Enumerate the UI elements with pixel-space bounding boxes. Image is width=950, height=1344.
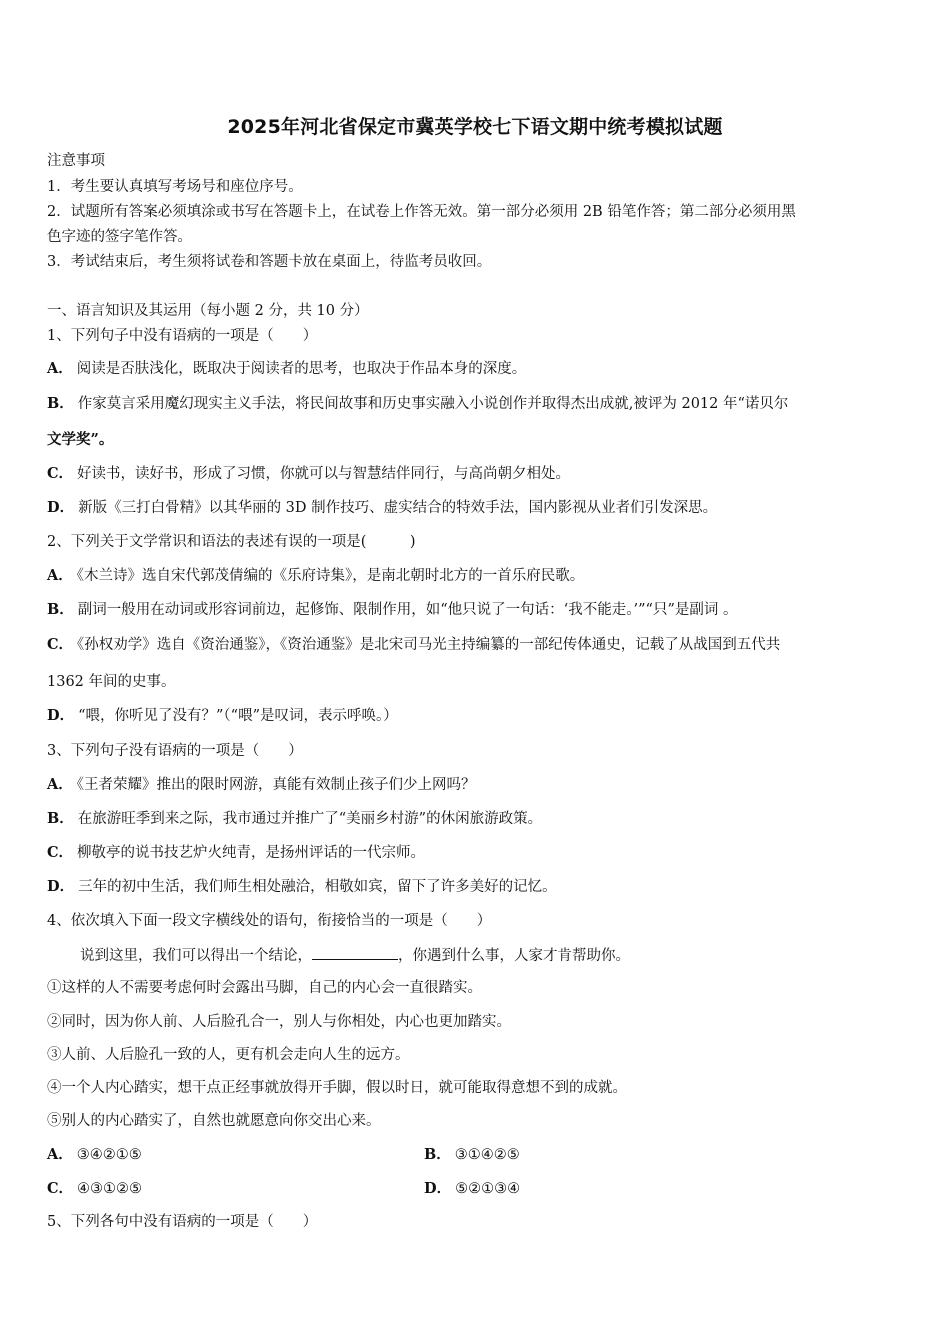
- question-2-stem: 2、下列关于文学常识和语法的表述有误的一项是( ): [47, 534, 416, 550]
- question-4-sentence-2: ②同时，因为你人前、人后脸孔合一，别人与你相处，内心也更加踏实。: [47, 1014, 511, 1030]
- option-text: 《木兰诗》选自宋代郭茂倩编的《乐府诗集》，是南北朝时北方的一首乐府民歌。: [76, 568, 585, 584]
- question-2-option-d[interactable]: [47, 706, 906, 726]
- question-5-stem: 5、下列各句中没有语病的一项是（ ）: [47, 1214, 318, 1230]
- option-text: “喂，你听见了没有？”（“喂”是叹词，表示呼唤。）: [78, 708, 398, 724]
- question-3-option-b[interactable]: [47, 809, 906, 829]
- question-1-option-d[interactable]: [47, 498, 906, 518]
- question-2-option-a[interactable]: [47, 566, 906, 586]
- question-4-option-d[interactable]: [424, 1179, 520, 1199]
- page-title: 2025年河北省保定市冀英学校七下语文期中统考模拟试题: [227, 116, 723, 138]
- option-text: 三年的初中生活，我们师生相处融洽，相敬如宾，留下了许多美好的记忆。: [78, 879, 557, 895]
- question-4-sentence-4: ④一个人内心踏实，想干点正经事就放得开手脚，假以时日，就可能取得意想不到的成就。: [47, 1080, 627, 1096]
- question-3-option-a[interactable]: [47, 775, 906, 795]
- question-3-stem: 3、下列句子没有语病的一项是（ ）: [47, 743, 303, 759]
- option-label: C．: [47, 844, 74, 861]
- option-label: A．: [47, 1146, 73, 1163]
- option-text: 在旅游旺季到来之际，我市通过并推广了“美丽乡村游”的休闲旅游政策。: [77, 811, 543, 827]
- option-text: 新版《三打白骨精》以其华丽的 3D 制作技巧、虚实结合的特效手法，国内影视从业者们引发深思。: [78, 500, 718, 516]
- question-1-stem: 1、下列句子中没有语病的一项是（ ）: [47, 328, 318, 344]
- option-label: A．: [47, 360, 73, 377]
- passage-text: ，你遇到什么事，人家才肯帮助你。: [398, 948, 630, 964]
- option-text: 好读书，读好书，形成了习惯，你就可以与智慧结伴同行，与高尚朝夕相处。: [77, 466, 571, 482]
- question-2-option-c[interactable]: [47, 635, 906, 655]
- question-3-option-c[interactable]: [47, 843, 906, 863]
- option-text: ④③①②⑤: [77, 1181, 143, 1197]
- option-label: A．: [47, 776, 73, 793]
- passage-text: 说到这里，我们可以得出一个结论，: [80, 948, 312, 964]
- option-label: C．: [47, 1180, 74, 1197]
- question-4-options-row: [47, 1179, 906, 1199]
- option-text: 《王者荣耀》推出的限时网游，真能有效制止孩子们少上网吗？: [76, 777, 476, 793]
- option-label: B．: [47, 810, 74, 827]
- option-text: ⑤②①③④: [455, 1181, 521, 1197]
- notice-item: 色字迹的签字笔作答。: [47, 229, 192, 245]
- fill-blank[interactable]: [312, 945, 398, 960]
- option-label: B．: [424, 1146, 451, 1163]
- option-label: C．: [47, 465, 74, 482]
- option-label: D．: [424, 1180, 452, 1197]
- notice-item: 2．试题所有答案必须填涂或书写在答题卡上，在试卷上作答无效。第一部分必须用 2B 铅笔作答；第二部分必须用黑: [47, 204, 796, 220]
- question-1-option-a[interactable]: [47, 359, 906, 379]
- notice-heading: 注意事项: [47, 153, 105, 169]
- question-4-options-row: [47, 1145, 906, 1165]
- option-label: B．: [47, 395, 74, 412]
- section-heading: 一、语言知识及其运用（每小题 2 分，共 10 分）: [47, 303, 369, 319]
- option-text: ③④②①⑤: [76, 1147, 142, 1163]
- question-1-option-b[interactable]: [47, 394, 906, 414]
- question-4-sentence-1: ①这样的人不需要考虑何时会露出马脚，自己的内心会一直很踏实。: [47, 980, 482, 996]
- option-label: A．: [47, 567, 73, 584]
- option-text: ③①④②⑤: [454, 1147, 520, 1163]
- question-2-option-c-cont: 1362 年间的史事。: [47, 674, 176, 690]
- option-label: D．: [47, 878, 75, 895]
- option-label: D．: [47, 499, 75, 516]
- option-text: 《孙权劝学》选自《资治通鉴》，《资治通鉴》是北宋司马光主持编纂的一部纪传体通史，记载了从战国到五代共: [77, 637, 781, 653]
- notice-item: 1．考生要认真填写考场号和座位序号。: [47, 179, 303, 195]
- question-1-option-b-cont: 文学奖”。: [47, 431, 114, 448]
- question-3-option-d[interactable]: [47, 877, 906, 897]
- option-text: 副词一般用在动词或形容词前边，起修饰、限制作用，如“他只说了一句话：‘我不能走。’”“只”是副词 。: [77, 602, 738, 618]
- question-2-option-b[interactable]: [47, 600, 906, 620]
- question-4-option-c[interactable]: [47, 1181, 142, 1197]
- question-4-passage: [80, 945, 906, 966]
- question-4-option-a[interactable]: [47, 1147, 142, 1163]
- option-text: 作家莫言采用魔幻现实主义手法，将民间故事和历史事实融入小说创作并取得杰出成就,被评为 2012 年“诺贝尔: [77, 396, 789, 412]
- option-label: B．: [47, 601, 74, 618]
- question-4-sentence-3: ③人前、人后脸孔一致的人，更有机会走向人生的远方。: [47, 1047, 410, 1063]
- question-4-sentence-5: ⑤别人的内心踏实了，自然也就愿意向你交出心来。: [47, 1113, 381, 1129]
- option-text: 柳敬亭的说书技艺炉火纯青，是扬州评话的一代宗师。: [77, 845, 426, 861]
- notice-item: 3．考试结束后，考生须将试卷和答题卡放在桌面上，待监考员收回。: [47, 254, 492, 270]
- option-text: 阅读是否肤浅化，既取决于阅读者的思考，也取决于作品本身的深度。: [76, 361, 527, 377]
- option-label: D．: [47, 707, 75, 724]
- question-4-option-b[interactable]: [424, 1145, 520, 1165]
- question-4-stem: 4、依次填入下面一段文字横线处的语句，衔接恰当的一项是（ ）: [47, 913, 492, 929]
- option-label: C．: [47, 636, 74, 653]
- question-1-option-c[interactable]: [47, 464, 906, 484]
